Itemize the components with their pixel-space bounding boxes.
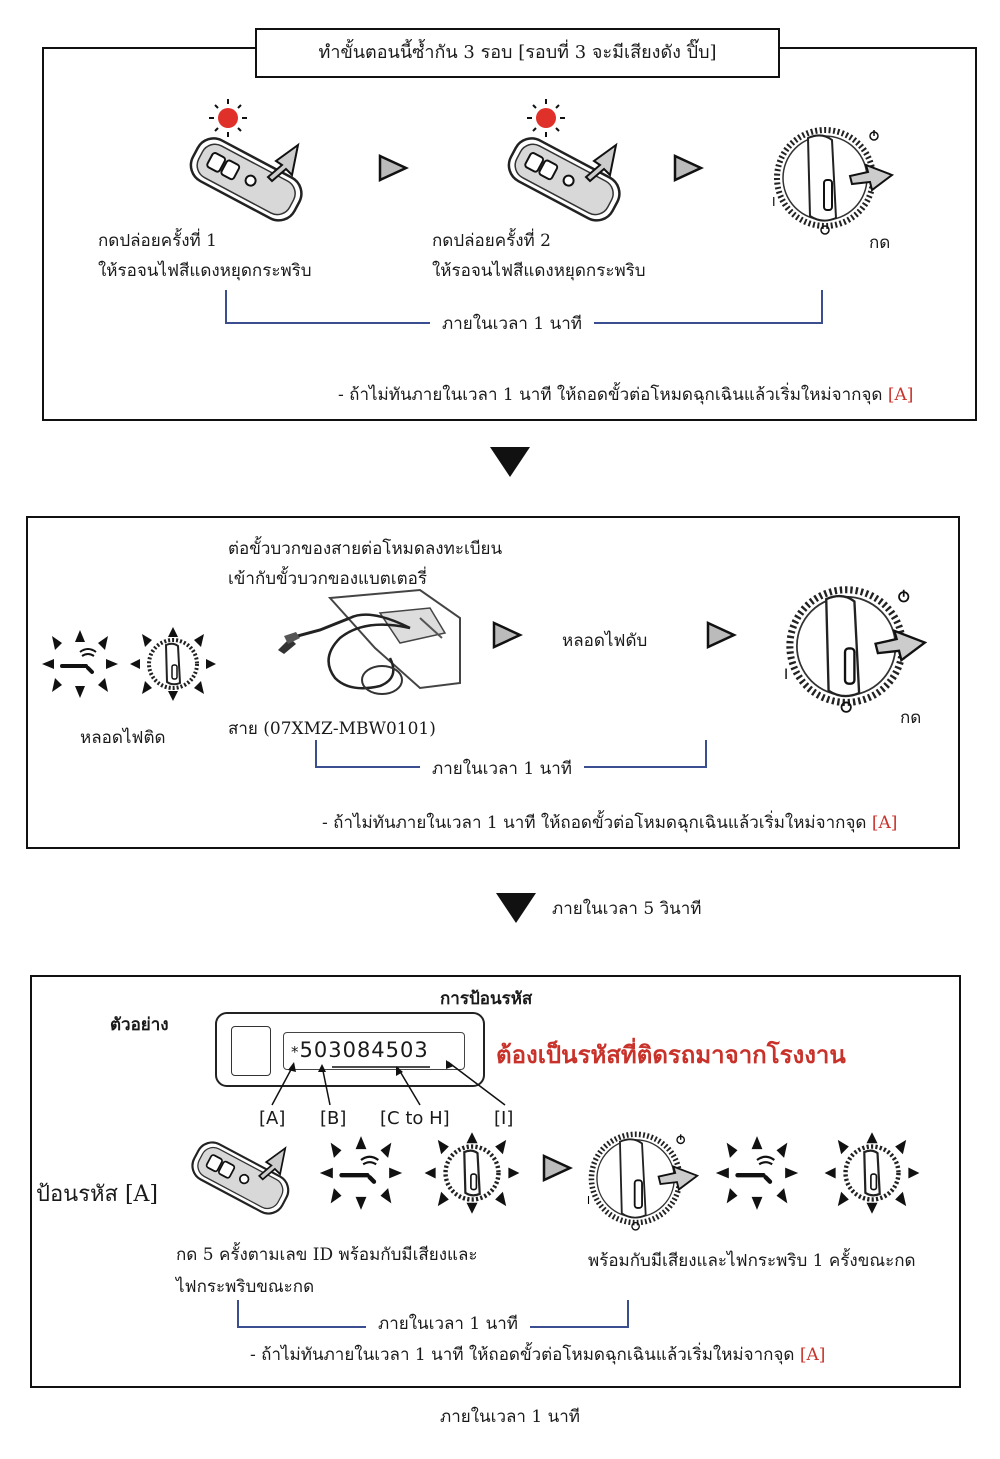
battery-cable-icon <box>270 588 470 713</box>
step2-line2: ให้รอจนไฟสีแดงหยุดกระพริบ <box>432 261 646 281</box>
press5-line2: ไฟกระพริบขณะกด <box>176 1277 315 1297</box>
red-led-icon <box>209 99 247 137</box>
ignition-knob-icon <box>780 578 930 713</box>
step2-line1: กดปล่อยครั้งที่ 2 <box>432 231 551 251</box>
smart-key-icon <box>180 95 330 220</box>
lamp-on-label: หลอดไฟติด <box>80 728 166 748</box>
retry-note: - ถ้าไม่ทันภายในเวลา 1 นาที ให้ถอดขั้วต่อโหมดฉุกเฉินแล้วเริ่มใหม่จากจุด [A] <box>322 813 898 833</box>
ignition-knob-icon <box>770 120 895 235</box>
step1-line1: กดปล่อยครั้งที่ 1 <box>98 231 217 251</box>
indicator-lamp-icon <box>316 1134 406 1212</box>
ignition-knob-icon <box>822 1130 922 1216</box>
within-1min-label: ภายในเวลา 1 นาที <box>366 1310 530 1337</box>
beep-once-label: พร้อมกับมีเสียงและไฟกระพริบ 1 ครั้งขณะกด <box>588 1251 916 1271</box>
code-pointer-arrows <box>250 1050 490 1110</box>
arrow-right-icon <box>492 621 524 649</box>
retry-note: - ถ้าไม่ทันภายในเวลา 1 นาที ให้ถอดขั้วต่อโหมดฉุกเฉินแล้วเริ่มใหม่จากจุด [A] <box>338 385 914 405</box>
code-label-a: [A] <box>259 1108 286 1129</box>
ignition-knob-icon <box>128 625 218 703</box>
code-value: 503084503 <box>299 1038 429 1062</box>
red-led-icon <box>527 99 565 137</box>
arrow-down-icon <box>490 447 530 477</box>
svg-text:I: I <box>772 195 776 209</box>
code-label-i: [I] <box>494 1108 514 1129</box>
svg-text:I: I <box>783 666 789 683</box>
smart-key-icon <box>498 95 648 220</box>
panel1-title-box <box>255 28 780 78</box>
arrow-right-icon <box>706 621 738 649</box>
code-star: * <box>291 1043 300 1061</box>
smart-key-icon <box>183 1122 313 1222</box>
factory-note: ต้องเป็นรหัสที่ติดรถมาจากโรงงาน <box>496 1040 846 1069</box>
within-1min-label: ภายในเวลา 1 นาที <box>420 755 584 782</box>
arrow-right-icon <box>542 1154 574 1182</box>
within-5s-label: ภายในเวลา 5 วินาที <box>552 899 702 919</box>
arrow-right-icon <box>378 154 410 182</box>
arrow-right-icon <box>673 154 705 182</box>
connect-line1: ต่อขั้วบวกของสายต่อโหมดลงทะเบียน <box>228 539 503 559</box>
code-title: การป้อนรหัส <box>440 989 533 1009</box>
indicator-lamp-icon <box>40 628 120 700</box>
ignition-knob-icon <box>422 1130 522 1216</box>
step1-line2: ให้รอจนไฟสีแดงหยุดกระพริบ <box>98 261 312 281</box>
example-label: ตัวอย่าง <box>110 1015 169 1035</box>
svg-text:I: I <box>586 1194 591 1208</box>
arrow-down-icon <box>496 893 536 923</box>
code-label-b: [B] <box>320 1108 347 1129</box>
press5-line1: กด 5 ครั้งตามเลข ID พร้อมกับมีเสียงและ <box>176 1245 478 1265</box>
lamp-off-label: หลอดไฟดับ <box>562 631 648 651</box>
indicator-lamp-icon <box>712 1134 802 1212</box>
press-label: กด <box>900 708 922 728</box>
connect-line2: เข้ากับขั้วบวกของแบตเตอรี่ <box>228 569 427 589</box>
footer-within-label: ภายในเวลา 1 นาที <box>440 1407 580 1427</box>
ignition-knob-icon <box>585 1125 700 1231</box>
code-label-c-to-h: [C to H] <box>380 1108 450 1129</box>
cable-label: สาย (07XMZ-MBW0101) <box>228 719 436 739</box>
press-label: กด <box>869 233 891 253</box>
within-1min-label: ภายในเวลา 1 นาที <box>430 310 594 337</box>
enter-code-label: ป้อนรหัส [A] <box>36 1182 159 1207</box>
retry-note: - ถ้าไม่ทันภายในเวลา 1 นาที ให้ถอดขั้วต่อโหมดฉุกเฉินแล้วเริ่มใหม่จากจุด [A] <box>250 1345 826 1365</box>
panel1-title: ทำขั้นตอนนี้ซ้ำกัน 3 รอบ [รอบที่ 3 จะมีเสียงดัง ปิ๊บ] <box>318 42 717 63</box>
